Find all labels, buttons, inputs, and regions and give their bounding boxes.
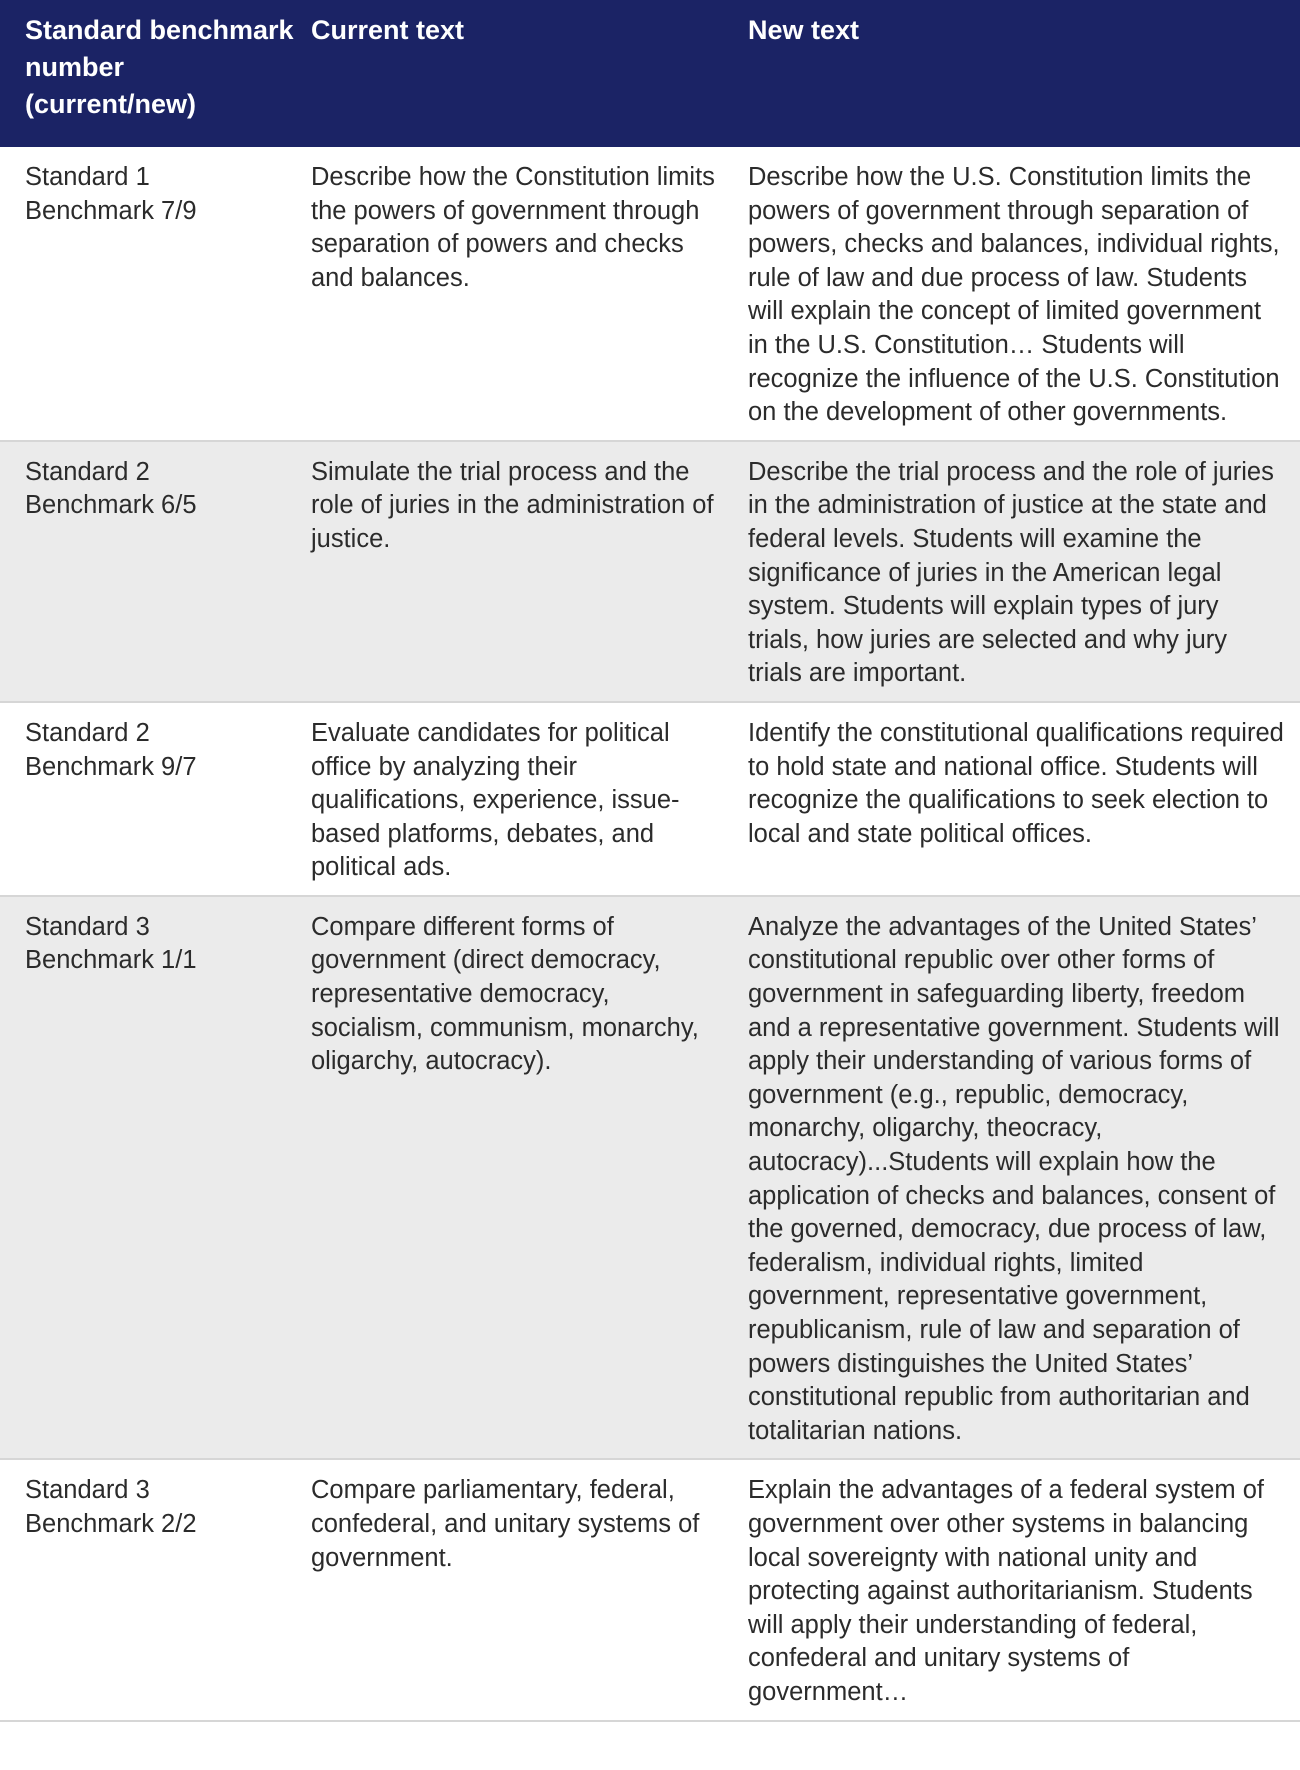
standard-label: Standard 3	[25, 912, 150, 941]
header-standard-benchmark: Standard benchmark number (current/new)	[0, 0, 311, 147]
current-text-cell: Compare parliamentary, federal, confederal, and unitary systems of government.	[311, 1459, 748, 1720]
benchmark-label: Benchmark 6/5	[25, 491, 197, 520]
table-row	[0, 147, 1300, 441]
table-row	[0, 1459, 1300, 1720]
current-text-cell: Describe how the Constitution limits the powers of government through separation of powers and checks and balances.	[311, 147, 748, 441]
benchmark-number-cell	[0, 1459, 311, 1720]
header-current-text: Current text	[311, 0, 748, 147]
standard-label: Standard 1	[25, 163, 150, 191]
table-header	[0, 0, 1300, 147]
benchmark-number-cell	[0, 702, 311, 896]
table-row	[0, 441, 1300, 702]
current-text-cell: Evaluate candidates for political office by analyzing their qualifications, experience, issue-based platforms, debates, and political ads.	[311, 702, 748, 896]
benchmark-number-cell	[0, 896, 311, 1460]
standard-label: Standard 2	[25, 718, 150, 747]
header-row	[0, 0, 1300, 147]
new-text-cell: Describe how the U.S. Constitution limits the powers of government through separation of powers, checks and balances, individual rights, rule of law and due process of law. Students will explain the concept of limited government in the U.S. Constitution… Students will recognize the influence of the U.S. Constitution on the development of other governments.	[748, 147, 1300, 441]
benchmark-number-cell	[0, 441, 311, 702]
new-text-cell: Explain the advantages of a federal system of government over other systems in balancing local sovereignty with national unity and protecting against authoritarianism. Students will apply their understanding of federal, confederal and unitary systems of government…	[748, 1459, 1300, 1720]
benchmark-label: Benchmark 2/2	[25, 1509, 197, 1538]
benchmark-number-cell	[0, 147, 311, 441]
benchmark-label: Benchmark 1/1	[25, 946, 197, 975]
table-body	[0, 147, 1300, 1721]
new-text-cell: Identify the constitutional qualifications required to hold state and national office. Students will recognize the qualifications to seek election to local and state political offices.	[748, 702, 1300, 896]
standard-label: Standard 3	[25, 1476, 150, 1505]
current-text-cell: Simulate the trial process and the role of juries in the administration of justice.	[311, 441, 748, 702]
current-text-cell: Compare different forms of government (direct democracy, representative democracy, socialism, communism, monarchy, oligarchy, autocracy).	[311, 896, 748, 1460]
header-new-text: New text	[748, 0, 1300, 147]
benchmark-label: Benchmark 7/9	[25, 196, 197, 225]
standard-label: Standard 2	[25, 457, 150, 486]
table-row	[0, 702, 1300, 896]
benchmark-label: Benchmark 9/7	[25, 752, 197, 781]
new-text-cell: Analyze the advantages of the United States’ constitutional republic over other forms of government in safeguarding liberty, freedom and a representative government. Students will apply their understanding of various forms of government (e.g., republic, democracy, monarchy, oligarchy, theocracy, autocracy)...Students will explain how the application of checks and balances, consent of the governed, democracy, due process of law, federalism, individual rights, limited government, representative government, republicanism, rule of law and separation of powers distinguishes the United States’ constitutional republic from authoritarian and totalitarian nations.	[748, 896, 1300, 1460]
new-text-cell: Describe the trial process and the role of juries in the administration of justice at the state and federal levels. Students will examine the significance of juries in the American legal system. Students will explain types of jury trials, how juries are selected and why jury trials are important.	[748, 441, 1300, 702]
table-row	[0, 896, 1300, 1460]
